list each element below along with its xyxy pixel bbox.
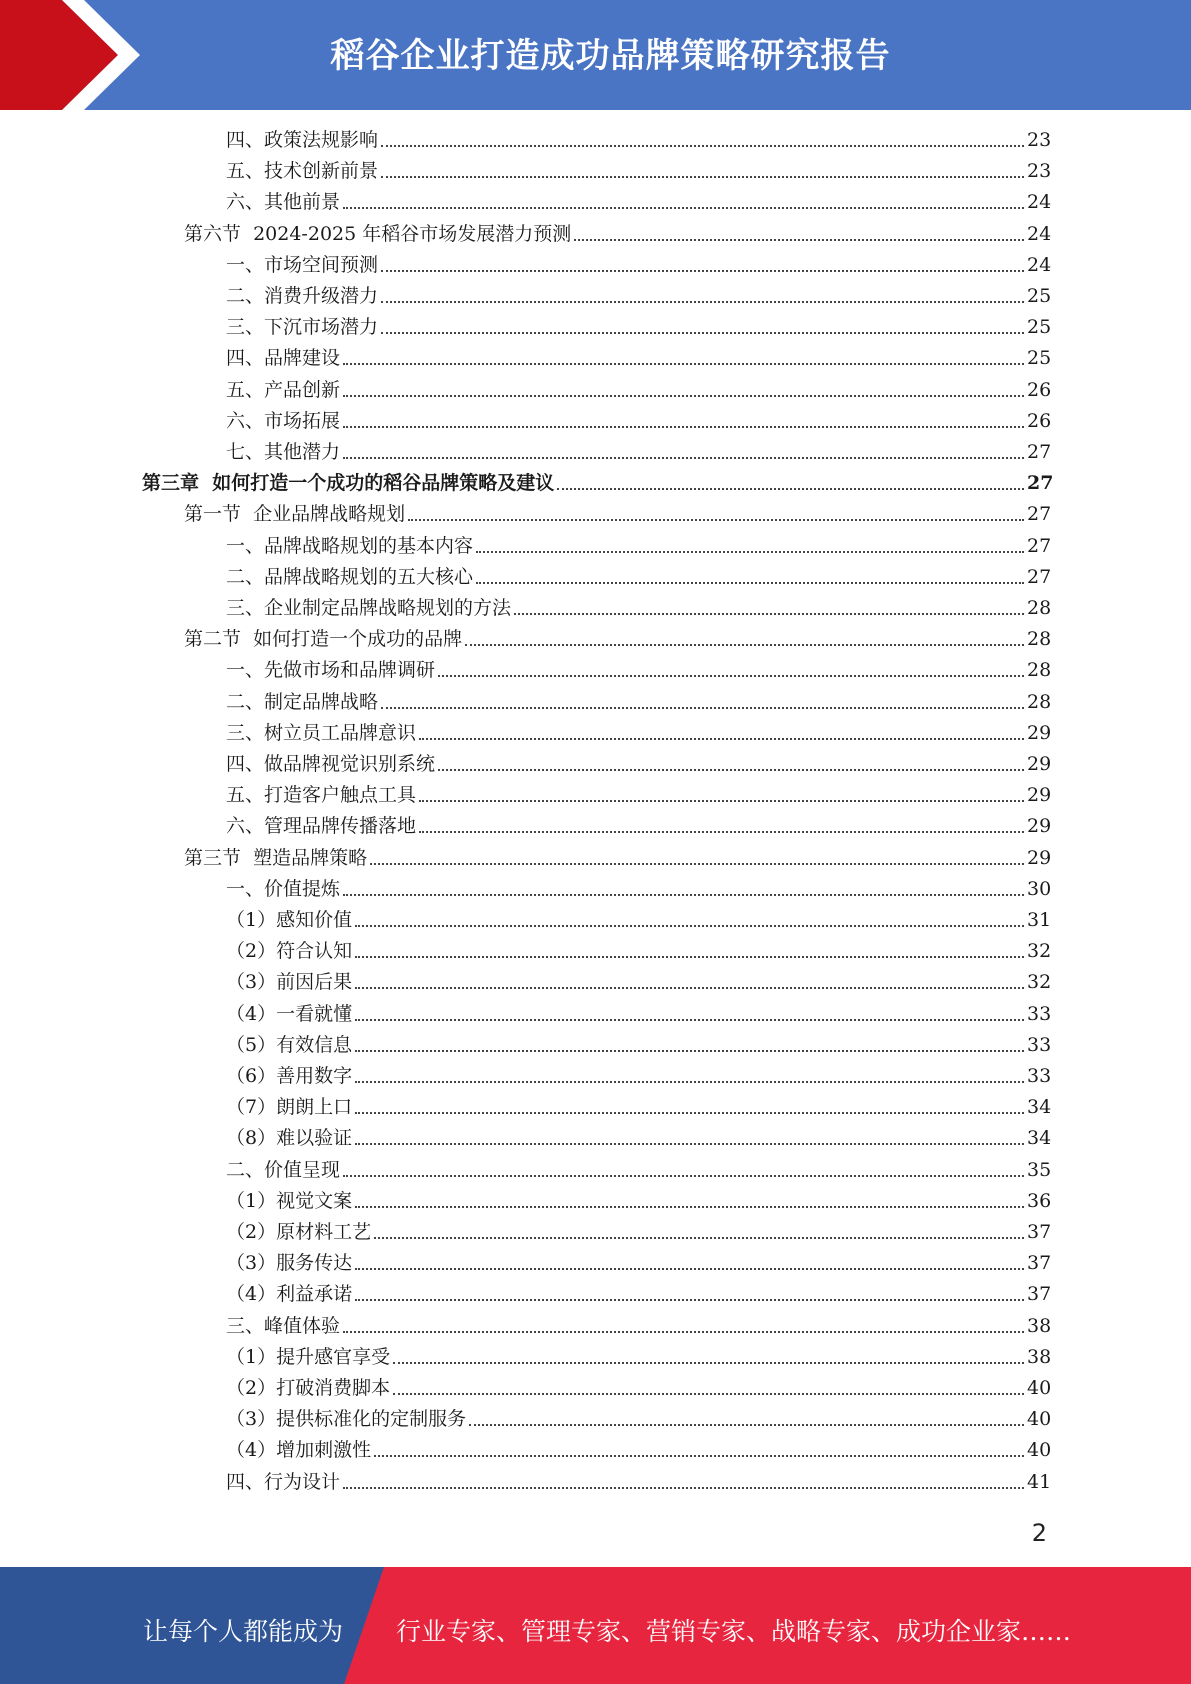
page-number: 2 bbox=[1031, 1519, 1047, 1547]
toc-leader-dots bbox=[355, 1049, 1024, 1052]
toc-entry-page: 33 bbox=[1027, 1065, 1052, 1087]
toc-entry[interactable] bbox=[184, 500, 1052, 528]
toc-entry[interactable] bbox=[226, 1249, 1052, 1277]
document-title: 稻谷企业打造成功品牌策略研究报告 bbox=[330, 36, 891, 76]
toc-entry[interactable] bbox=[142, 469, 1054, 497]
toc-entry-page: 29 bbox=[1027, 846, 1052, 869]
toc-entry-label: 一、价值提炼 bbox=[226, 877, 341, 900]
toc-leader-dots bbox=[343, 394, 1024, 397]
toc-leader-dots bbox=[355, 986, 1024, 989]
toc-entry[interactable] bbox=[226, 438, 1052, 466]
toc-leader-dots bbox=[343, 362, 1024, 365]
toc-entry-page: 37 bbox=[1027, 1283, 1052, 1306]
toc-entry[interactable] bbox=[226, 1343, 1052, 1371]
toc-entry[interactable] bbox=[226, 251, 1052, 279]
toc-entry-label: 六、市场拓展 bbox=[226, 409, 341, 432]
toc-entry-page: 24 bbox=[1027, 191, 1052, 214]
toc-leader-dots bbox=[343, 425, 1024, 428]
toc-entry-page: 34 bbox=[1027, 1127, 1052, 1150]
toc-entry[interactable] bbox=[226, 188, 1052, 216]
toc-entry-page: 30 bbox=[1027, 877, 1052, 900]
toc-entry-label: 三、下沉市场潜力 bbox=[226, 316, 379, 339]
toc-entry[interactable] bbox=[226, 532, 1052, 560]
toc-leader-dots bbox=[355, 924, 1024, 927]
toc-leader-dots bbox=[355, 1267, 1024, 1270]
toc-entry-page: 37 bbox=[1027, 1252, 1052, 1275]
toc-entry-label: （6）善用数字 bbox=[226, 1065, 353, 1087]
toc-leader-dots bbox=[343, 456, 1024, 459]
toc-entry-label: （1）感知价值 bbox=[226, 909, 353, 931]
toc-entry[interactable] bbox=[226, 875, 1052, 903]
toc-entry-page: 26 bbox=[1027, 409, 1052, 432]
toc-entry[interactable] bbox=[184, 844, 1052, 872]
toc-entry-label: 一、先做市场和品牌调研 bbox=[226, 659, 436, 682]
toc-entry[interactable] bbox=[226, 781, 1052, 809]
toc-entry-page: 32 bbox=[1027, 971, 1052, 994]
toc-leader-dots bbox=[343, 1486, 1024, 1489]
toc-leader-dots bbox=[419, 799, 1024, 802]
toc-entry-label: 第三节 塑造品牌策略 bbox=[184, 846, 368, 869]
toc-entry-label: 五、打造客户触点工具 bbox=[226, 784, 417, 807]
toc-entry-label: （8）难以验证 bbox=[226, 1127, 353, 1150]
toc-entry-page: 27 bbox=[1027, 472, 1054, 495]
toc-leader-dots bbox=[419, 737, 1024, 740]
toc-entry[interactable] bbox=[226, 1031, 1052, 1059]
toc-leader-dots bbox=[438, 674, 1024, 677]
toc-leader-dots bbox=[465, 643, 1024, 646]
toc-entry-page: 27 bbox=[1027, 441, 1052, 463]
toc-leader-dots bbox=[355, 1018, 1024, 1021]
toc-entry-label: 三、企业制定品牌战略规划的方法 bbox=[226, 597, 512, 619]
toc-entry[interactable] bbox=[226, 1218, 1052, 1246]
toc-entry-page: 23 bbox=[1027, 160, 1052, 183]
toc-leader-dots bbox=[469, 1423, 1024, 1426]
toc-entry-label: （3）前因后果 bbox=[226, 971, 353, 994]
toc-entry-page: 28 bbox=[1027, 597, 1052, 619]
toc-entry-label: 一、市场空间预测 bbox=[226, 253, 379, 276]
toc-leader-dots bbox=[343, 1174, 1024, 1177]
toc-leader-dots bbox=[343, 1330, 1024, 1333]
toc-entry-label: （3）服务传达 bbox=[226, 1252, 353, 1275]
toc-entry-label: 第一节 企业品牌战略规划 bbox=[184, 503, 406, 526]
toc-entry-page: 32 bbox=[1027, 940, 1052, 963]
toc-entry-page: 25 bbox=[1027, 285, 1052, 307]
toc-entry-page: 29 bbox=[1027, 815, 1052, 838]
toc-entry-page: 40 bbox=[1027, 1377, 1052, 1399]
toc-leader-dots bbox=[574, 238, 1024, 241]
toc-entry[interactable] bbox=[226, 157, 1052, 185]
toc-entry[interactable] bbox=[226, 313, 1052, 341]
toc-entry-label: 第二节 如何打造一个成功的品牌 bbox=[184, 628, 463, 651]
toc-leader-dots bbox=[419, 830, 1024, 833]
toc-entry[interactable] bbox=[226, 1187, 1052, 1215]
toc-entry[interactable] bbox=[226, 1124, 1052, 1152]
toc-entry-page: 29 bbox=[1027, 721, 1052, 744]
toc-leader-dots bbox=[355, 1111, 1024, 1114]
toc-entry[interactable] bbox=[226, 344, 1052, 372]
toc-entry-page: 33 bbox=[1027, 1002, 1052, 1025]
toc-leader-dots bbox=[381, 144, 1024, 147]
toc-entry-page: 35 bbox=[1027, 1158, 1052, 1181]
toc-leader-dots bbox=[343, 893, 1024, 896]
toc-entry-label: 四、品牌建设 bbox=[226, 347, 341, 370]
toc-leader-dots bbox=[381, 706, 1024, 709]
toc-leader-dots bbox=[355, 955, 1024, 958]
toc-entry-label: 二、制定品牌战略 bbox=[226, 690, 379, 713]
toc-entry-label: （2）原材料工艺 bbox=[226, 1221, 372, 1243]
toc-leader-dots bbox=[393, 1361, 1024, 1364]
toc-entry[interactable] bbox=[226, 1280, 1052, 1308]
toc-entry-label: 三、树立员工品牌意识 bbox=[226, 721, 417, 744]
toc-leader-dots bbox=[408, 518, 1024, 521]
toc-entry-page: 26 bbox=[1027, 378, 1052, 401]
toc-entry-page: 27 bbox=[1027, 503, 1052, 526]
toc-entry[interactable] bbox=[226, 1436, 1052, 1464]
toc-leader-dots bbox=[355, 1080, 1024, 1083]
toc-entry-label: 六、管理品牌传播落地 bbox=[226, 815, 417, 838]
toc-entry[interactable] bbox=[226, 968, 1052, 996]
toc-entry[interactable] bbox=[226, 1156, 1052, 1184]
toc-entry-page: 41 bbox=[1027, 1470, 1052, 1493]
toc-entry-label: （4）利益承诺 bbox=[226, 1283, 353, 1306]
toc-leader-dots bbox=[355, 1142, 1024, 1145]
toc-leader-dots bbox=[476, 581, 1024, 584]
toc-leader-dots bbox=[476, 550, 1024, 553]
toc-entry-page: 40 bbox=[1027, 1439, 1052, 1462]
toc-entry-page: 40 bbox=[1027, 1408, 1052, 1431]
toc-entry-page: 36 bbox=[1027, 1189, 1052, 1212]
toc-leader-dots bbox=[438, 768, 1024, 771]
toc-entry-label: 四、做品牌视觉识别系统 bbox=[226, 753, 436, 775]
toc-entry[interactable] bbox=[226, 1374, 1052, 1402]
toc-entry-label: （1）视觉文案 bbox=[226, 1189, 353, 1212]
toc-entry-label: （5）有效信息 bbox=[226, 1033, 353, 1056]
toc-entry-page: 29 bbox=[1027, 753, 1052, 775]
toc-entry-page: 33 bbox=[1027, 1033, 1052, 1056]
toc-leader-dots bbox=[557, 487, 1024, 490]
toc-entry-page: 27 bbox=[1027, 565, 1052, 588]
page-header bbox=[0, 0, 1191, 110]
toc-leader-dots bbox=[343, 206, 1024, 209]
toc-entry[interactable] bbox=[226, 126, 1052, 154]
toc-entry[interactable] bbox=[226, 688, 1052, 716]
toc-entry-label: （2）符合认知 bbox=[226, 940, 353, 963]
toc-entry[interactable] bbox=[226, 594, 1052, 622]
toc-entry-label: 四、行为设计 bbox=[226, 1470, 341, 1493]
toc-entry-page: 28 bbox=[1027, 659, 1052, 682]
toc-entry[interactable] bbox=[226, 719, 1052, 747]
toc-entry-label: 六、其他前景 bbox=[226, 191, 341, 214]
toc-entry-label: 四、政策法规影响 bbox=[226, 129, 379, 151]
toc-entry-page: 38 bbox=[1027, 1345, 1052, 1368]
toc-entry-label: 一、品牌战略规划的基本内容 bbox=[226, 534, 474, 557]
toc-entry[interactable] bbox=[184, 625, 1052, 653]
toc-entry-page: 38 bbox=[1027, 1314, 1052, 1337]
toc-entry-label: 第六节 2024-2025 年稻谷市场发展潜力预测 bbox=[184, 222, 572, 245]
toc-entry[interactable] bbox=[226, 1000, 1052, 1028]
toc-entry-page: 34 bbox=[1027, 1096, 1052, 1119]
toc-entry[interactable] bbox=[226, 656, 1052, 684]
toc-entry-label: （4）一看就懂 bbox=[226, 1002, 353, 1025]
toc-entry[interactable] bbox=[226, 1468, 1052, 1496]
toc-entry-page: 24 bbox=[1027, 222, 1052, 245]
toc-entry-page: 28 bbox=[1027, 690, 1052, 713]
toc-entry[interactable] bbox=[226, 1312, 1052, 1340]
toc-entry[interactable] bbox=[226, 750, 1052, 778]
toc-entry-label: （4）增加刺激性 bbox=[226, 1439, 372, 1462]
toc-entry[interactable] bbox=[226, 407, 1052, 435]
toc-entry-label: 二、价值呈现 bbox=[226, 1158, 341, 1181]
toc-entry[interactable] bbox=[226, 376, 1052, 404]
toc-entry[interactable] bbox=[226, 282, 1052, 310]
toc-entry-label: 第三章 如何打造一个成功的稻谷品牌策略及建议 bbox=[142, 472, 555, 495]
toc-entry-page: 37 bbox=[1027, 1221, 1052, 1243]
footer-slogan-left: 让每个人都能成为 bbox=[143, 1617, 344, 1646]
toc-leader-dots bbox=[374, 1454, 1024, 1457]
toc-leader-dots bbox=[381, 331, 1024, 334]
toc-entry[interactable] bbox=[226, 812, 1052, 840]
footer-slogan-right: 行业专家、管理专家、营销专家、战略专家、成功企业家…… bbox=[396, 1617, 1072, 1646]
toc-leader-dots bbox=[381, 269, 1024, 272]
toc-entry-label: 五、产品创新 bbox=[226, 378, 341, 401]
toc-entry-page: 29 bbox=[1027, 784, 1052, 807]
toc-entry-label: 五、技术创新前景 bbox=[226, 160, 379, 183]
toc-entry-label: （3）提供标准化的定制服务 bbox=[226, 1408, 467, 1431]
toc-entry-label: 二、消费升级潜力 bbox=[226, 285, 379, 307]
toc-entry-page: 28 bbox=[1027, 628, 1052, 651]
toc-leader-dots bbox=[370, 862, 1024, 865]
toc-entry-page: 25 bbox=[1027, 316, 1052, 339]
toc-leader-dots bbox=[355, 1205, 1024, 1208]
toc-entry-label: （7）朗朗上口 bbox=[226, 1096, 353, 1119]
toc-leader-dots bbox=[514, 612, 1024, 615]
toc-entry-label: 二、品牌战略规划的五大核心 bbox=[226, 565, 474, 588]
page-footer bbox=[0, 1567, 1191, 1684]
toc-entry[interactable] bbox=[226, 1405, 1052, 1433]
toc-entry-page: 31 bbox=[1027, 909, 1052, 931]
toc-leader-dots bbox=[393, 1392, 1024, 1395]
toc-entry[interactable] bbox=[226, 906, 1052, 934]
toc-entry-page: 27 bbox=[1027, 534, 1052, 557]
toc-leader-dots bbox=[381, 300, 1024, 303]
toc-leader-dots bbox=[374, 1236, 1024, 1239]
toc-entry-label: 七、其他潜力 bbox=[226, 441, 341, 463]
toc-entry-page: 24 bbox=[1027, 253, 1052, 276]
toc-entry[interactable] bbox=[226, 1062, 1052, 1090]
toc-entry[interactable] bbox=[226, 563, 1052, 591]
toc-entry-label: （1）提升感官享受 bbox=[226, 1345, 391, 1368]
toc-entry-label: 三、峰值体验 bbox=[226, 1314, 341, 1337]
toc-entry[interactable] bbox=[226, 937, 1052, 965]
toc-entry-label: （2）打破消费脚本 bbox=[226, 1377, 391, 1399]
toc-entry[interactable] bbox=[226, 1093, 1052, 1121]
toc-entry-page: 25 bbox=[1027, 347, 1052, 370]
toc-leader-dots bbox=[355, 1298, 1024, 1301]
toc-entry-page: 23 bbox=[1027, 129, 1052, 151]
toc-entry[interactable] bbox=[184, 220, 1052, 248]
toc-leader-dots bbox=[381, 175, 1024, 178]
